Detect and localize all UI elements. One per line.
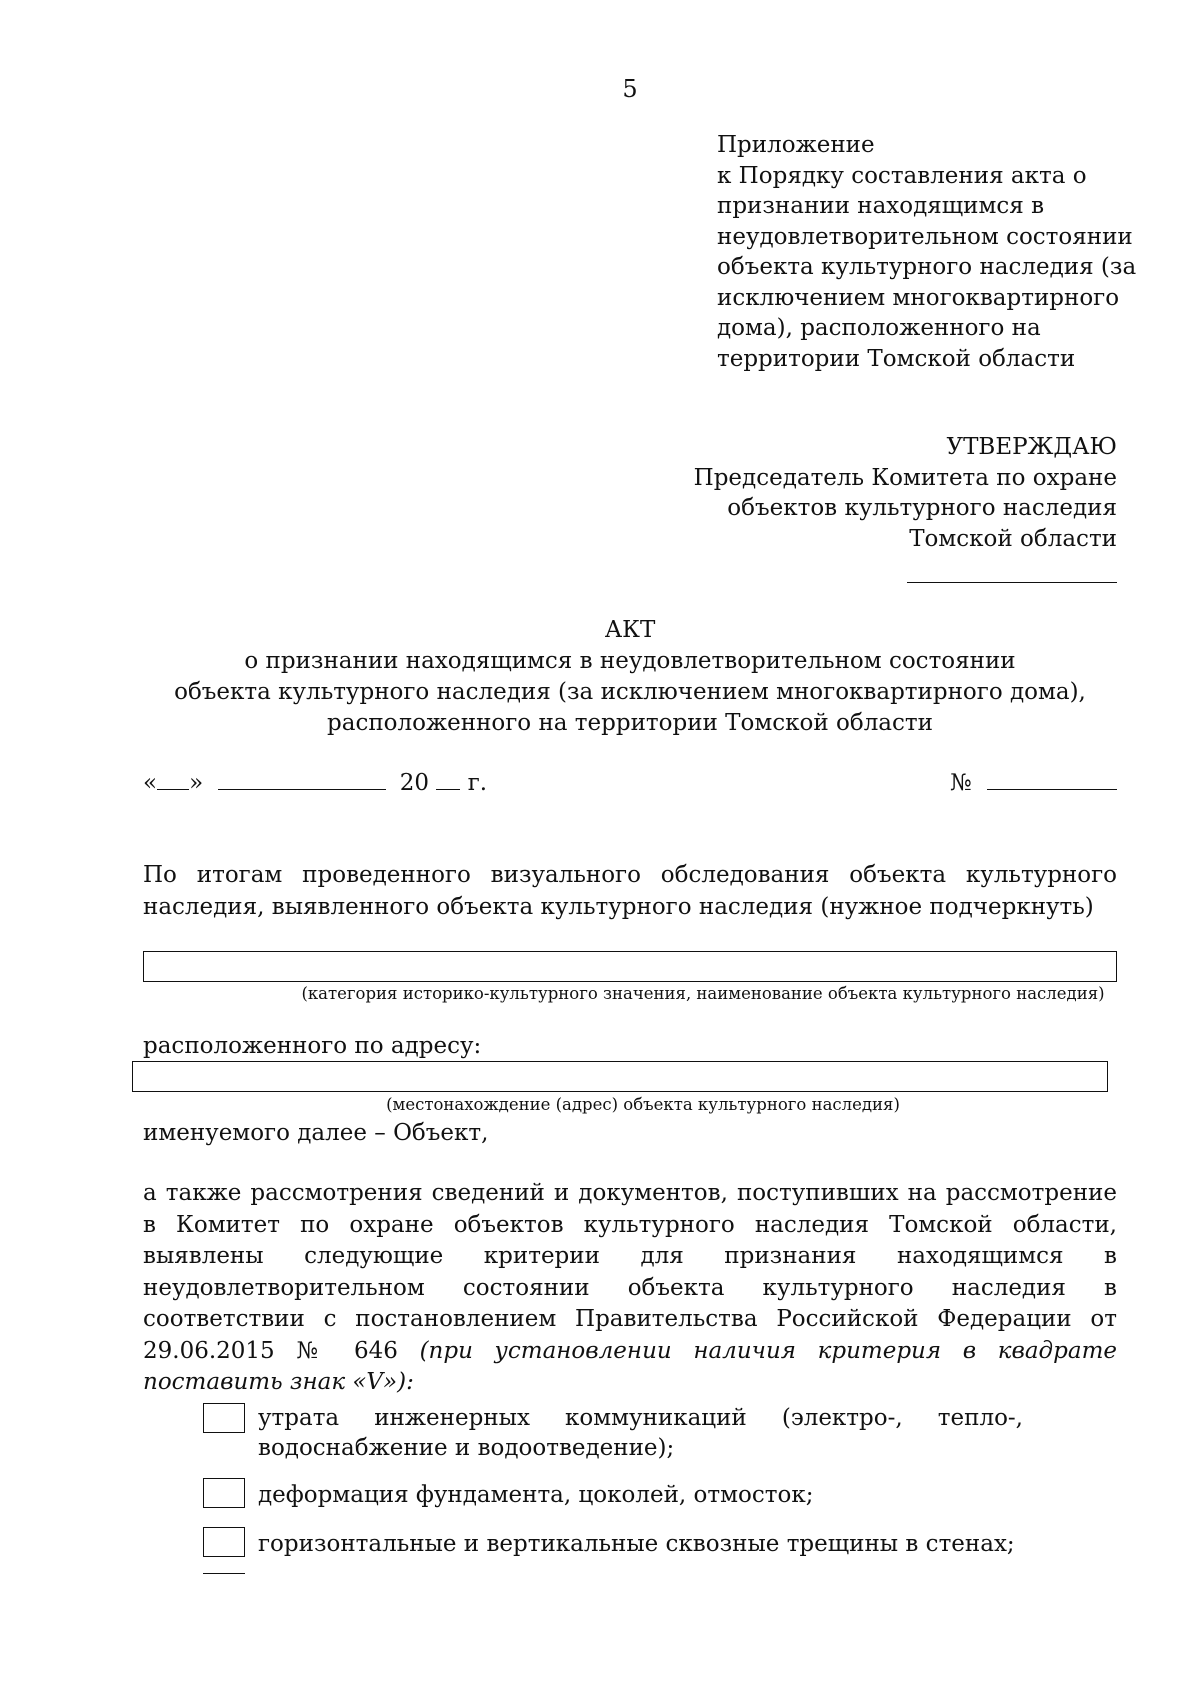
appendix-line: к Порядку составления акта о	[717, 162, 1087, 189]
page-number: 5	[622, 75, 638, 103]
criterion-item	[258, 1529, 1023, 1559]
appendix-line: неудовлетворительном состоянии	[717, 223, 1133, 250]
criterion-text: водоснабжение и водоотведение);	[258, 1435, 675, 1461]
address-field[interactable]	[132, 1061, 1108, 1092]
number-row	[950, 767, 1117, 796]
address-label: расположенного по адресу:	[143, 1033, 482, 1059]
object-name-field[interactable]	[143, 951, 1117, 982]
criterion-checkbox[interactable]	[203, 1478, 245, 1508]
address-caption: (местонахождение (адрес) объекта культурного наследия)	[386, 1095, 900, 1114]
appendix-header	[717, 130, 1136, 374]
criterion-item	[258, 1480, 1023, 1510]
appendix-line: территории Томской области	[717, 345, 1076, 372]
year-prefix: 20	[399, 770, 430, 796]
criterion-item	[258, 1403, 1023, 1463]
criterion-text: горизонтальные и вертикальные сквозные трещины в стенах;	[258, 1531, 1015, 1557]
approval-line: объектов культурного наследия	[727, 495, 1117, 521]
open-quote: «	[143, 770, 158, 796]
object-name-caption: (категория историко-культурного значения, наименование объекта культурного наследия)	[301, 984, 1105, 1003]
year-blank[interactable]	[436, 767, 460, 790]
year-suffix: г.	[467, 770, 488, 796]
act-title: АКТ	[604, 617, 656, 643]
appendix-line: признании находящимся в	[717, 193, 1045, 219]
date-row	[143, 767, 487, 796]
act-subtitle-line: о признании находящимся в неудовлетворительном состоянии	[244, 648, 1016, 674]
day-blank[interactable]	[157, 767, 189, 790]
criterion-text: деформация фундамента, цоколей, отмосток;	[258, 1482, 814, 1508]
approval-line: Председатель Комитета по охране	[693, 464, 1117, 491]
month-blank[interactable]	[218, 767, 386, 790]
number-sign: №	[950, 770, 972, 796]
appendix-line: исключением многоквартирного	[717, 284, 1120, 311]
appendix-line: объекта культурного наследия (за	[717, 254, 1137, 280]
named-text: именуемого далее – Объект,	[143, 1120, 489, 1146]
approval-heading: УТВЕРЖДАЮ	[946, 434, 1117, 460]
approval-block	[694, 432, 1117, 554]
criterion-checkbox[interactable]	[203, 1403, 245, 1433]
appendix-line: дома), расположенного на	[717, 315, 1041, 341]
act-title-block	[110, 615, 1150, 739]
next-checkbox-edge	[203, 1573, 245, 1574]
act-subtitle-line: расположенного на территории Томской области	[327, 710, 933, 736]
act-subtitle-line: объекта культурного наследия (за исключением многоквартирного дома),	[174, 679, 1086, 705]
intro-paragraph: По итогам проведенного визуального обследования объекта культурного наследия, выявленного объекта культурного наследия (нужное подчеркнуть)	[143, 862, 1117, 920]
close-quote: »	[189, 770, 204, 796]
number-blank[interactable]	[987, 767, 1117, 790]
main-paragraph	[143, 1178, 1117, 1399]
appendix-line: Приложение	[717, 132, 875, 158]
criterion-text: утрата инженерных коммуникаций (электро-, тепло-,	[258, 1405, 1023, 1431]
signature-line[interactable]	[907, 582, 1117, 583]
main-paragraph-italic: (при установлении наличия критерия в квадрате поставить знак «V»):	[143, 1337, 1117, 1395]
criterion-checkbox[interactable]	[203, 1527, 245, 1557]
approval-line: Томской области	[909, 525, 1117, 552]
main-paragraph-text: а также рассмотрения сведений и документов, поступивших на рассмотрение в Комитет по охране объектов культурного наследия Томской области, выявлены следующие критерии для признания находящимся в неудовлетворительном состоянии объекта культурного наследия в соответствии с постановлением Правительства Российской Федерации от 29.06.2015 № 646	[143, 1180, 1117, 1364]
